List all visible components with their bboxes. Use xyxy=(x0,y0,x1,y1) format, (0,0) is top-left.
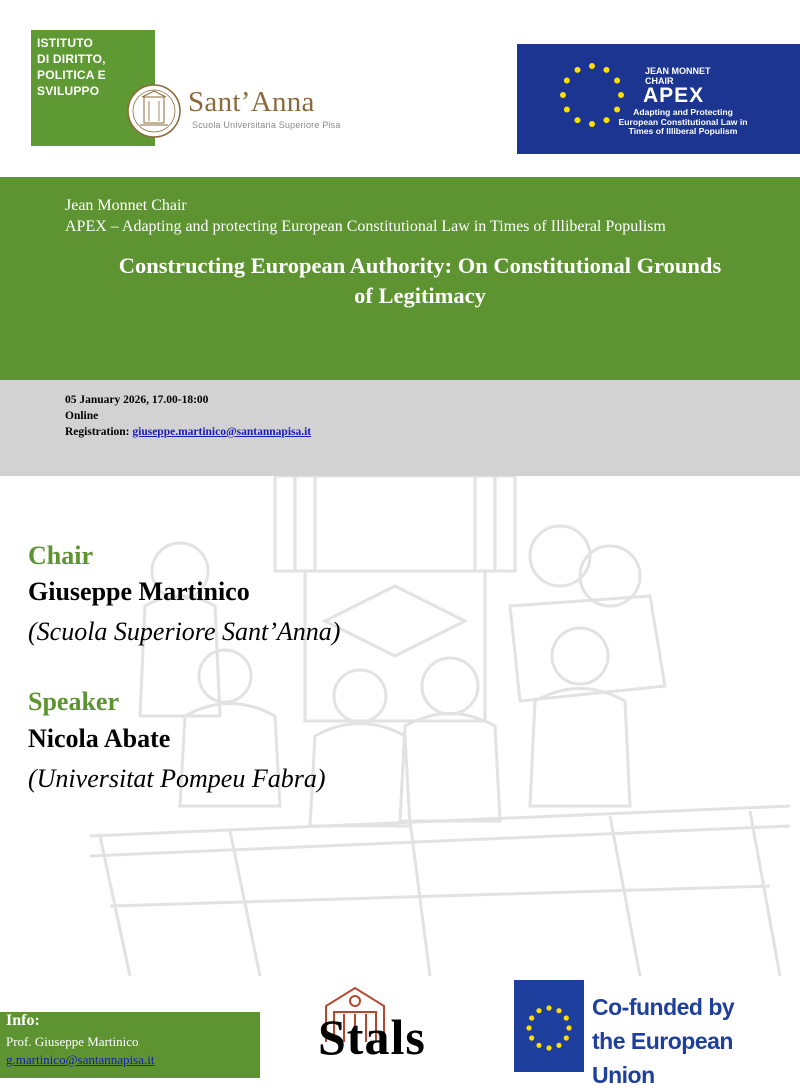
eu-flag-stars-icon xyxy=(514,980,584,1072)
info-box xyxy=(0,1012,260,1078)
event-project: APEX – Adapting and protecting European Constitutional Law in Times of Illiberal Populism xyxy=(65,218,666,235)
santanna-emblem-icon xyxy=(124,83,184,139)
eu-cofunded-text: Co-funded by the European Union xyxy=(592,994,735,1088)
chair-role-heading: Chair xyxy=(28,541,93,570)
chair-name: Giuseppe Martinico xyxy=(28,577,250,606)
stals-logo xyxy=(300,984,490,1072)
event-date-time: 05 January 2026, 17.00-18:00 xyxy=(65,394,209,406)
apex-chair-label: JEAN MONNET CHAIR xyxy=(645,66,711,86)
speaker-name: Nicola Abate xyxy=(28,724,171,753)
event-series: Jean Monnet Chair xyxy=(65,197,187,214)
registration-email-link[interactable]: giuseppe.martinico@santannapisa.it xyxy=(132,426,312,438)
event-title: Constructing European Authority: On Constitutional Grounds of Legitimacy xyxy=(118,253,722,308)
apex-subtitle: Adapting and Protecting European Constitutional Law in Times of Illiberal Populism xyxy=(618,107,748,137)
university-subtitle: Scuola Universitaria Superiore Pisa xyxy=(192,120,341,130)
event-mode: Online xyxy=(65,410,99,422)
chair-affiliation: (Scuola Superiore Sant’Anna) xyxy=(28,617,341,646)
eu-flag xyxy=(514,980,584,1072)
registration-line xyxy=(65,426,311,438)
institute-logo-text: ISTITUTO DI DIRITTO, POLITICA E SVILUPPO xyxy=(37,36,106,98)
speaker-affiliation: (Universitat Pompeu Fabra) xyxy=(28,764,326,793)
speaker-role-heading: Speaker xyxy=(28,687,119,716)
university-name: Sant’Anna xyxy=(188,86,315,118)
apex-title: APEX xyxy=(643,84,705,107)
stals-text: Stals xyxy=(318,1009,426,1065)
watermark-illustration xyxy=(90,476,790,976)
info-label: Info: xyxy=(6,1012,40,1029)
registration-label: Registration: xyxy=(65,426,130,438)
info-contact-name: Prof. Giuseppe Martinico xyxy=(6,1034,139,1049)
info-email-link[interactable]: g.martinico@santannapisa.it xyxy=(6,1052,155,1067)
apex-logo xyxy=(517,44,800,154)
